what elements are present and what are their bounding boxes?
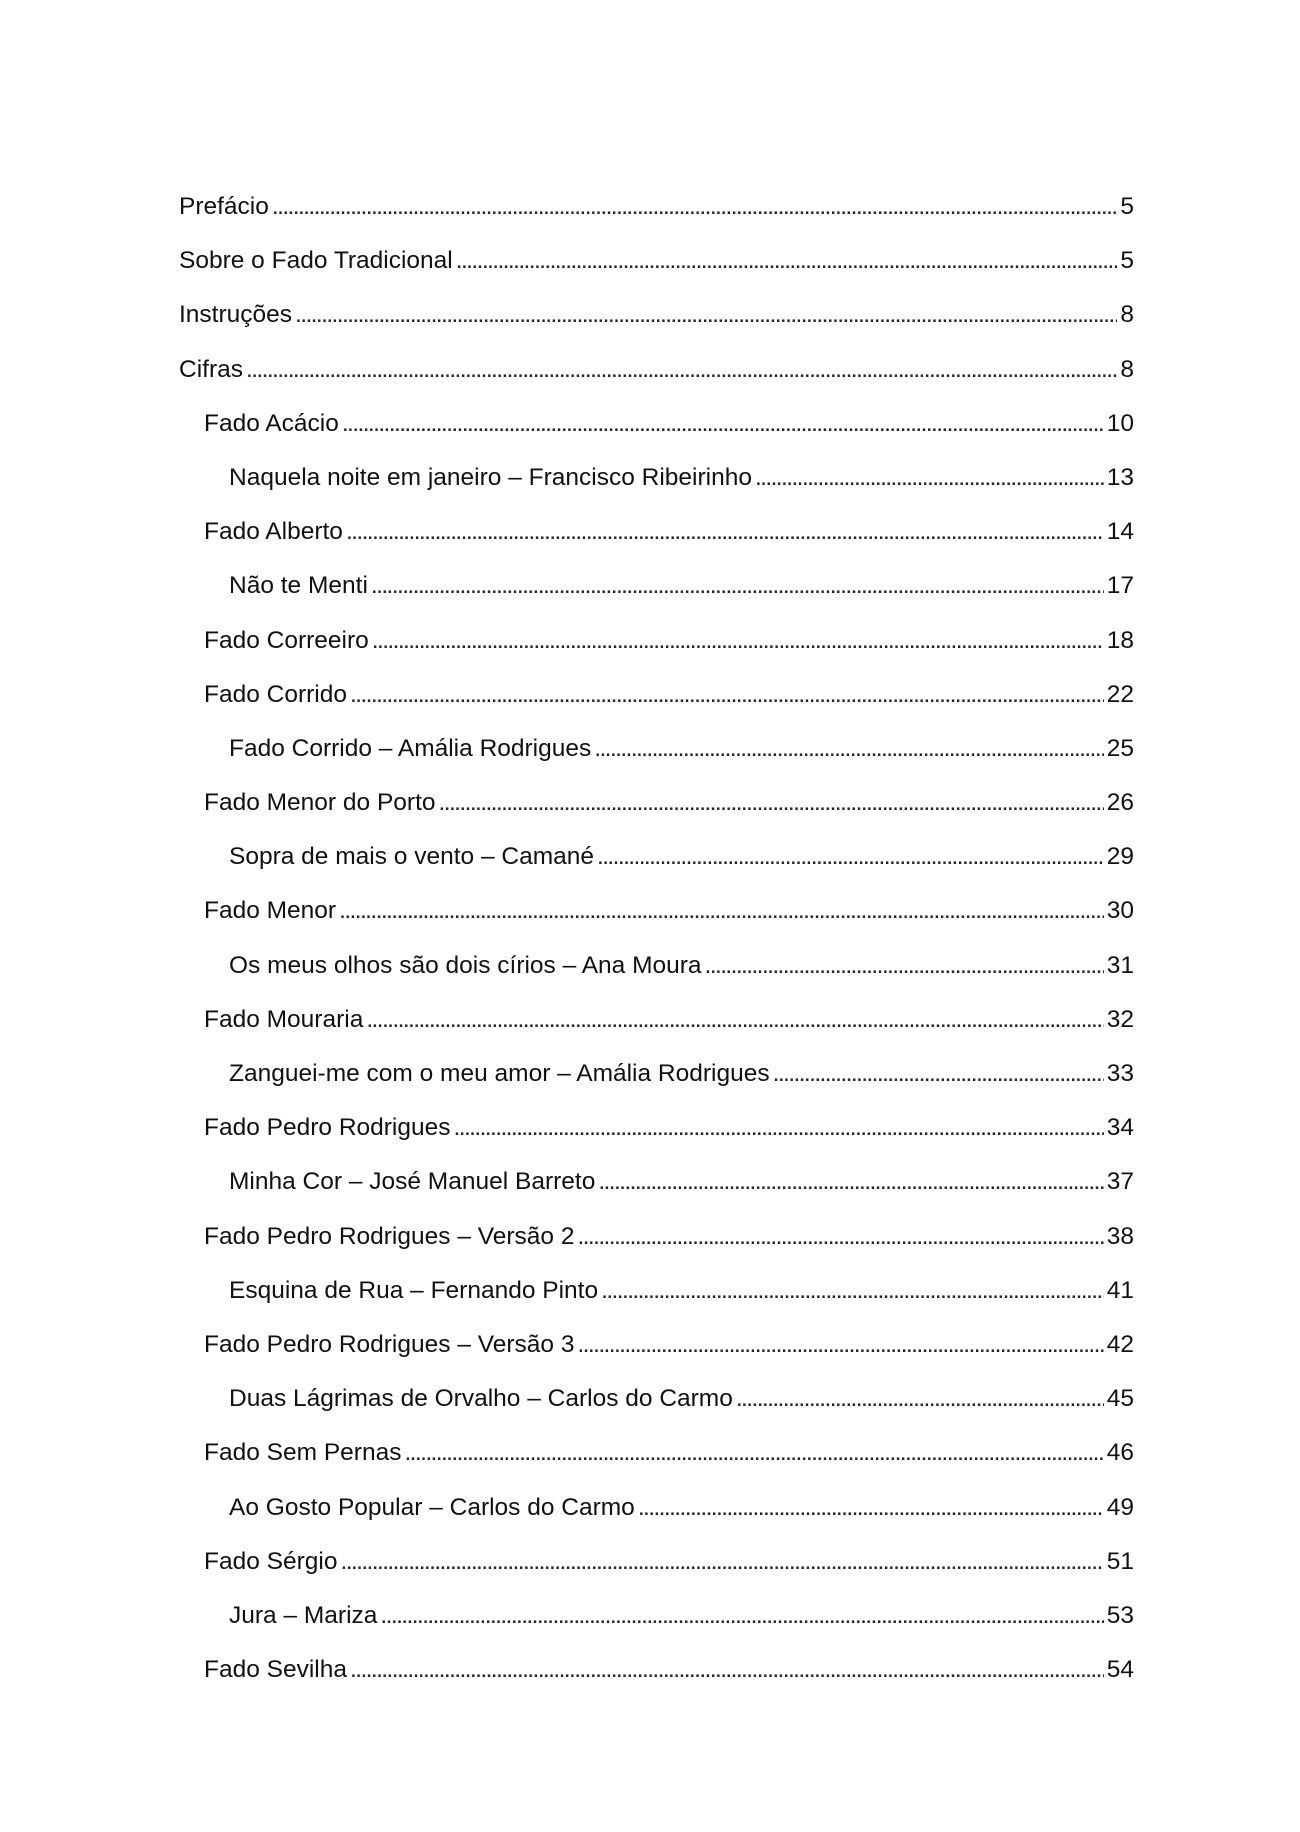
toc-dot-leader <box>380 1589 1103 1643</box>
toc-entry[interactable] <box>179 993 1134 1047</box>
toc-entry[interactable] <box>179 722 1134 776</box>
toc-entry[interactable] <box>179 884 1134 938</box>
toc-dot-leader <box>366 993 1103 1047</box>
toc-entry[interactable] <box>179 1155 1134 1209</box>
toc-entry-title[interactable]: Fado Sem Pernas <box>204 1439 402 1467</box>
toc-entry-page-number[interactable]: 10 <box>1106 409 1134 437</box>
toc-entry[interactable] <box>179 668 1134 722</box>
toc-dot-leader <box>736 1372 1104 1426</box>
toc-entry[interactable] <box>179 1372 1134 1426</box>
toc-entry-page-number[interactable]: 33 <box>1106 1060 1134 1087</box>
toc-dot-leader <box>755 451 1104 505</box>
toc-entry[interactable] <box>179 343 1134 397</box>
toc-dot-leader <box>350 1643 1104 1697</box>
toc-dot-leader <box>597 830 1104 884</box>
toc-entry-title[interactable]: Fado Correeiro <box>204 626 369 654</box>
toc-entry-page-number[interactable]: 8 <box>1120 301 1134 329</box>
toc-dot-leader <box>773 1047 1104 1101</box>
toc-entry[interactable] <box>179 1643 1134 1697</box>
toc-entry-page-number[interactable]: 49 <box>1106 1493 1134 1521</box>
toc-entry-page-number[interactable]: 29 <box>1106 843 1134 871</box>
toc-dot-leader <box>454 1101 1104 1155</box>
toc-entry[interactable] <box>179 776 1134 830</box>
toc-entry[interactable] <box>179 451 1134 505</box>
toc-entry[interactable] <box>179 180 1134 234</box>
toc-entry[interactable] <box>179 559 1134 613</box>
toc-entry[interactable] <box>179 397 1134 451</box>
toc-entry-page-number[interactable]: 26 <box>1106 789 1134 817</box>
toc-dot-leader <box>705 939 1104 993</box>
toc-dot-leader <box>246 343 1117 397</box>
toc-entry-title[interactable]: Fado Menor <box>204 897 337 925</box>
toc-entry-page-number[interactable]: 5 <box>1120 193 1134 220</box>
toc-entry-title[interactable]: Zanguei-me com o meu amor – Amália Rodrigues <box>229 1060 770 1087</box>
toc-entry-title[interactable]: Não te Menti <box>229 572 368 600</box>
toc-entry-page-number[interactable]: 42 <box>1106 1330 1134 1358</box>
toc-entry-page-number[interactable]: 18 <box>1106 626 1134 654</box>
toc-entry[interactable] <box>179 1101 1134 1155</box>
toc-entry-page-number[interactable]: 30 <box>1106 897 1134 925</box>
toc-entry-page-number[interactable]: 37 <box>1106 1168 1134 1196</box>
toc-entry[interactable] <box>179 505 1134 559</box>
toc-dot-leader <box>601 1264 1104 1318</box>
toc-entry-title[interactable]: Fado Pedro Rodrigues – Versão 3 <box>204 1330 575 1358</box>
toc-dot-leader <box>371 559 1104 613</box>
toc-entry[interactable] <box>179 1047 1134 1101</box>
toc-dot-leader <box>594 722 1103 776</box>
toc-entry[interactable] <box>179 1264 1134 1318</box>
toc-dot-leader <box>339 884 1104 938</box>
toc-entry-page-number[interactable]: 54 <box>1106 1656 1134 1684</box>
toc-entry[interactable] <box>179 288 1134 342</box>
toc-entry[interactable] <box>179 939 1134 993</box>
toc-entry-page-number[interactable]: 41 <box>1106 1276 1134 1304</box>
toc-entry-title[interactable]: Naquela noite em janeiro – Francisco Ribeirinho <box>229 463 752 491</box>
toc-entry[interactable] <box>179 1535 1134 1589</box>
toc-entry-title[interactable]: Fado Menor do Porto <box>204 789 436 817</box>
toc-dot-leader <box>439 776 1104 830</box>
toc-dot-leader <box>372 614 1104 668</box>
toc-entry-title[interactable]: Fado Corrido <box>204 680 347 708</box>
toc-entry-page-number[interactable]: 46 <box>1106 1439 1134 1467</box>
toc-dot-leader <box>598 1155 1103 1209</box>
toc-entry[interactable] <box>179 1481 1134 1535</box>
toc-entry-page-number[interactable]: 25 <box>1106 734 1134 762</box>
toc-entry-title[interactable]: Duas Lágrimas de Orvalho – Carlos do Carmo <box>229 1385 733 1413</box>
toc-entry[interactable] <box>179 1426 1134 1480</box>
toc-entry-page-number[interactable]: 51 <box>1106 1547 1134 1575</box>
toc-entry-title[interactable]: Fado Mouraria <box>204 1005 364 1033</box>
toc-entry-title[interactable]: Instruções <box>179 301 293 329</box>
toc-entry-page-number[interactable]: 31 <box>1106 951 1134 979</box>
toc-entry-title[interactable]: Ao Gosto Popular – Carlos do Carmo <box>229 1493 635 1521</box>
toc-entry-title[interactable]: Fado Corrido – Amália Rodrigues <box>229 734 592 762</box>
toc-entry-page-number[interactable]: 5 <box>1120 247 1134 275</box>
toc-entry-title[interactable]: Fado Pedro Rodrigues <box>204 1114 451 1142</box>
toc-dot-leader <box>340 1535 1103 1589</box>
toc-dot-leader <box>342 397 1104 451</box>
toc-entry-page-number[interactable]: 8 <box>1120 355 1134 383</box>
toc-entry-title[interactable]: Os meus olhos são dois círios – Ana Moura <box>229 951 702 979</box>
toc-entry-title[interactable]: Sopra de mais o vento – Camané <box>229 843 594 871</box>
toc-entry[interactable] <box>179 1589 1134 1643</box>
toc-entry-page-number[interactable]: 17 <box>1106 572 1134 600</box>
toc-dot-leader <box>638 1481 1104 1535</box>
toc-dot-leader <box>456 234 1118 288</box>
toc-entry-page-number[interactable]: 13 <box>1106 463 1134 491</box>
toc-entry-page-number[interactable]: 34 <box>1106 1114 1134 1142</box>
toc-entry[interactable] <box>179 614 1134 668</box>
toc-entry-title[interactable]: Fado Alberto <box>204 518 343 546</box>
toc-dot-leader <box>350 668 1104 722</box>
toc-entry-title[interactable]: Prefácio <box>179 193 269 220</box>
toc-entry-title[interactable]: Esquina de Rua – Fernando Pinto <box>229 1276 599 1304</box>
toc-entry-page-number[interactable]: 14 <box>1106 518 1134 546</box>
toc-dot-leader <box>577 1318 1103 1372</box>
toc-dot-leader <box>404 1426 1103 1480</box>
toc-entry-page-number[interactable]: 53 <box>1106 1601 1134 1629</box>
toc-entry-title[interactable]: Jura – Mariza <box>229 1601 378 1629</box>
toc-entry-page-number[interactable]: 22 <box>1106 680 1134 708</box>
toc-dot-leader <box>295 288 1117 342</box>
toc-dot-leader <box>577 1210 1103 1264</box>
toc-entry-page-number[interactable]: 32 <box>1106 1005 1134 1033</box>
toc-entry-title[interactable]: Fado Acácio <box>204 409 339 437</box>
toc-entry-page-number[interactable]: 45 <box>1106 1385 1134 1413</box>
toc-entry[interactable] <box>179 1318 1134 1372</box>
toc-dot-leader <box>272 180 1117 234</box>
toc-entry-title[interactable]: Minha Cor – José Manuel Barreto <box>229 1168 596 1196</box>
table-of-contents <box>179 180 1134 1697</box>
toc-entry-title[interactable]: Cifras <box>179 355 243 383</box>
toc-entry[interactable] <box>179 234 1134 288</box>
toc-entry-title[interactable]: Fado Sérgio <box>204 1547 338 1575</box>
toc-entry-title[interactable]: Fado Pedro Rodrigues – Versão 2 <box>204 1222 575 1250</box>
toc-entry-title[interactable]: Fado Sevilha <box>204 1656 348 1684</box>
toc-dot-leader <box>346 505 1104 559</box>
toc-entry-title[interactable]: Sobre o Fado Tradicional <box>179 247 453 275</box>
toc-entry[interactable] <box>179 1210 1134 1264</box>
toc-entry-page-number[interactable]: 38 <box>1106 1222 1134 1250</box>
toc-entry[interactable] <box>179 830 1134 884</box>
